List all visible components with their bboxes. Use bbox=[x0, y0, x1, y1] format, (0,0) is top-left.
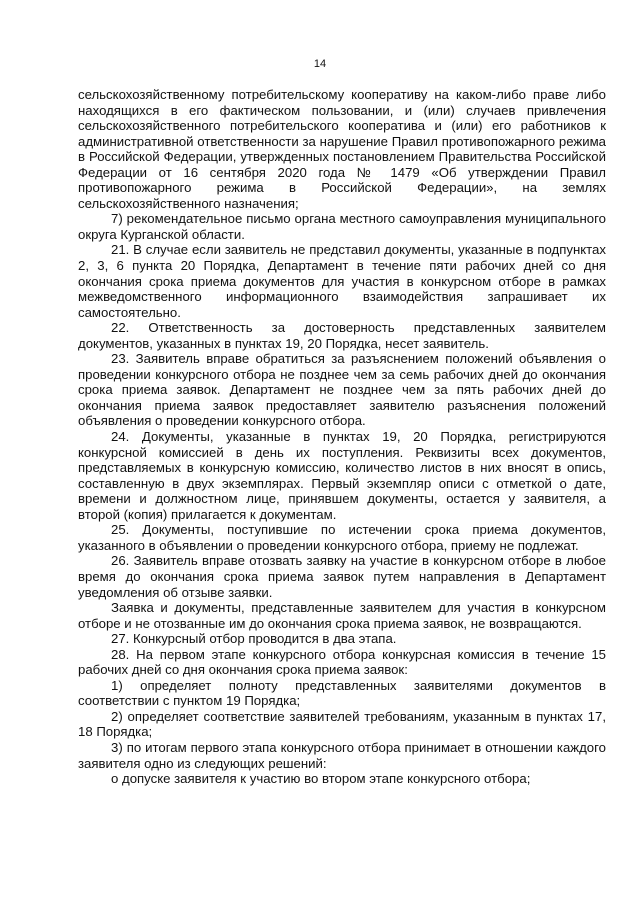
paragraph-clause-28-item-1: 1) определяет полноту представленных заявителями документов в соответствии с пунктом 19 Порядка; bbox=[78, 677, 606, 709]
document-body bbox=[78, 87, 606, 787]
paragraph-clause-22: 22. Ответственность за достоверность представленных заявителем документов, указанных в пунктах 19, 20 Порядка, несет заявитель. bbox=[78, 320, 606, 351]
paragraph-clause-23: 23. Заявитель вправе обратиться за разъяснением положений объявления о проведении конкурсного отбора не позднее чем за семь рабочих дней до окончания срока приема заявок. Департамент не позднее чем за пять рабочих дней до окончания приема заявок предоставляет заявителю разъяснения положений объявления о проведении конкурсного отбора. bbox=[78, 351, 606, 429]
paragraph-clause-21: 21. В случае если заявитель не представил документы, указанные в подпунктах 2, 3, 6 пункта 20 Порядка, Департамент в течение пяти рабочих дней со дня окончания срока приема документов для участия в конкурсном отборе в рамках межведомственного информационного взаимодействия запрашивает их самостоятельно. bbox=[78, 242, 606, 320]
paragraph-clause-26-note: Заявка и документы, представленные заявителем для участия в конкурсном отборе и не отозванные им до окончания срока приема заявок, не возвращаются. bbox=[78, 600, 606, 631]
paragraph-continuation: сельскохозяйственному потребительскому кооперативу на каком-либо праве либо находящихся в его фактическом пользовании, и (или) случаев привлечения сельскохозяйственного потребительского кооператива и (или) его работников к административной ответственности за нарушение Правил противопожарного режима в Российской Федерации, утвержденных постановлением Правительства Российской Федерации от 16 сентября 2020 года № 1479 «Об утверждении Правил противопожарного режима в Российской Федерации», на землях сельскохозяйственного назначения; bbox=[78, 87, 606, 211]
paragraph-clause-24: 24. Документы, указанные в пунктах 19, 20 Порядка, регистрируются конкурсной комиссией в день их поступления. Реквизиты всех документов, представляемых в конкурсную комиссию, количество листов в них вносят в опись, составленную в двух экземплярах. Первый экземпляр описи с отметкой о дате, времени и должностном лице, принявшем документы, остается у заявителя, а второй (копия) прилагается к документам. bbox=[78, 429, 606, 522]
paragraph-clause-27: 27. Конкурсный отбор проводится в два этапа. bbox=[111, 631, 397, 647]
page-number: 14 bbox=[313, 58, 327, 70]
paragraph-clause-25: 25. Документы, поступившие по истечении срока приема документов, указанного в объявлении о проведении конкурсного отбора, приему не подлежат. bbox=[78, 522, 606, 553]
paragraph-clause-28: 28. На первом этапе конкурсного отбора конкурсная комиссия в течение 15 рабочих дней со дня окончания срока приема заявок: bbox=[78, 646, 606, 678]
paragraph-clause-28-item-2: 2) определяет соответствие заявителей требованиям, указанным в пунктах 17, 18 Порядка; bbox=[78, 708, 606, 740]
paragraph-decision-admission: о допуске заявителя к участию во втором этапе конкурсного отбора; bbox=[111, 771, 531, 787]
paragraph-clause-26: 26. Заявитель вправе отозвать заявку на участие в конкурсном отборе в любое время до окончания срока приема заявок путем направления в Департамент уведомления об отзыве заявки. bbox=[78, 553, 606, 600]
paragraph-clause-28-item-3: 3) по итогам первого этапа конкурсного отбора принимает в отношении каждого заявителя одно из следующих решений: bbox=[78, 739, 606, 771]
paragraph-item-7: 7) рекомендательное письмо органа местного самоуправления муниципального округа Курганской области. bbox=[78, 211, 606, 242]
